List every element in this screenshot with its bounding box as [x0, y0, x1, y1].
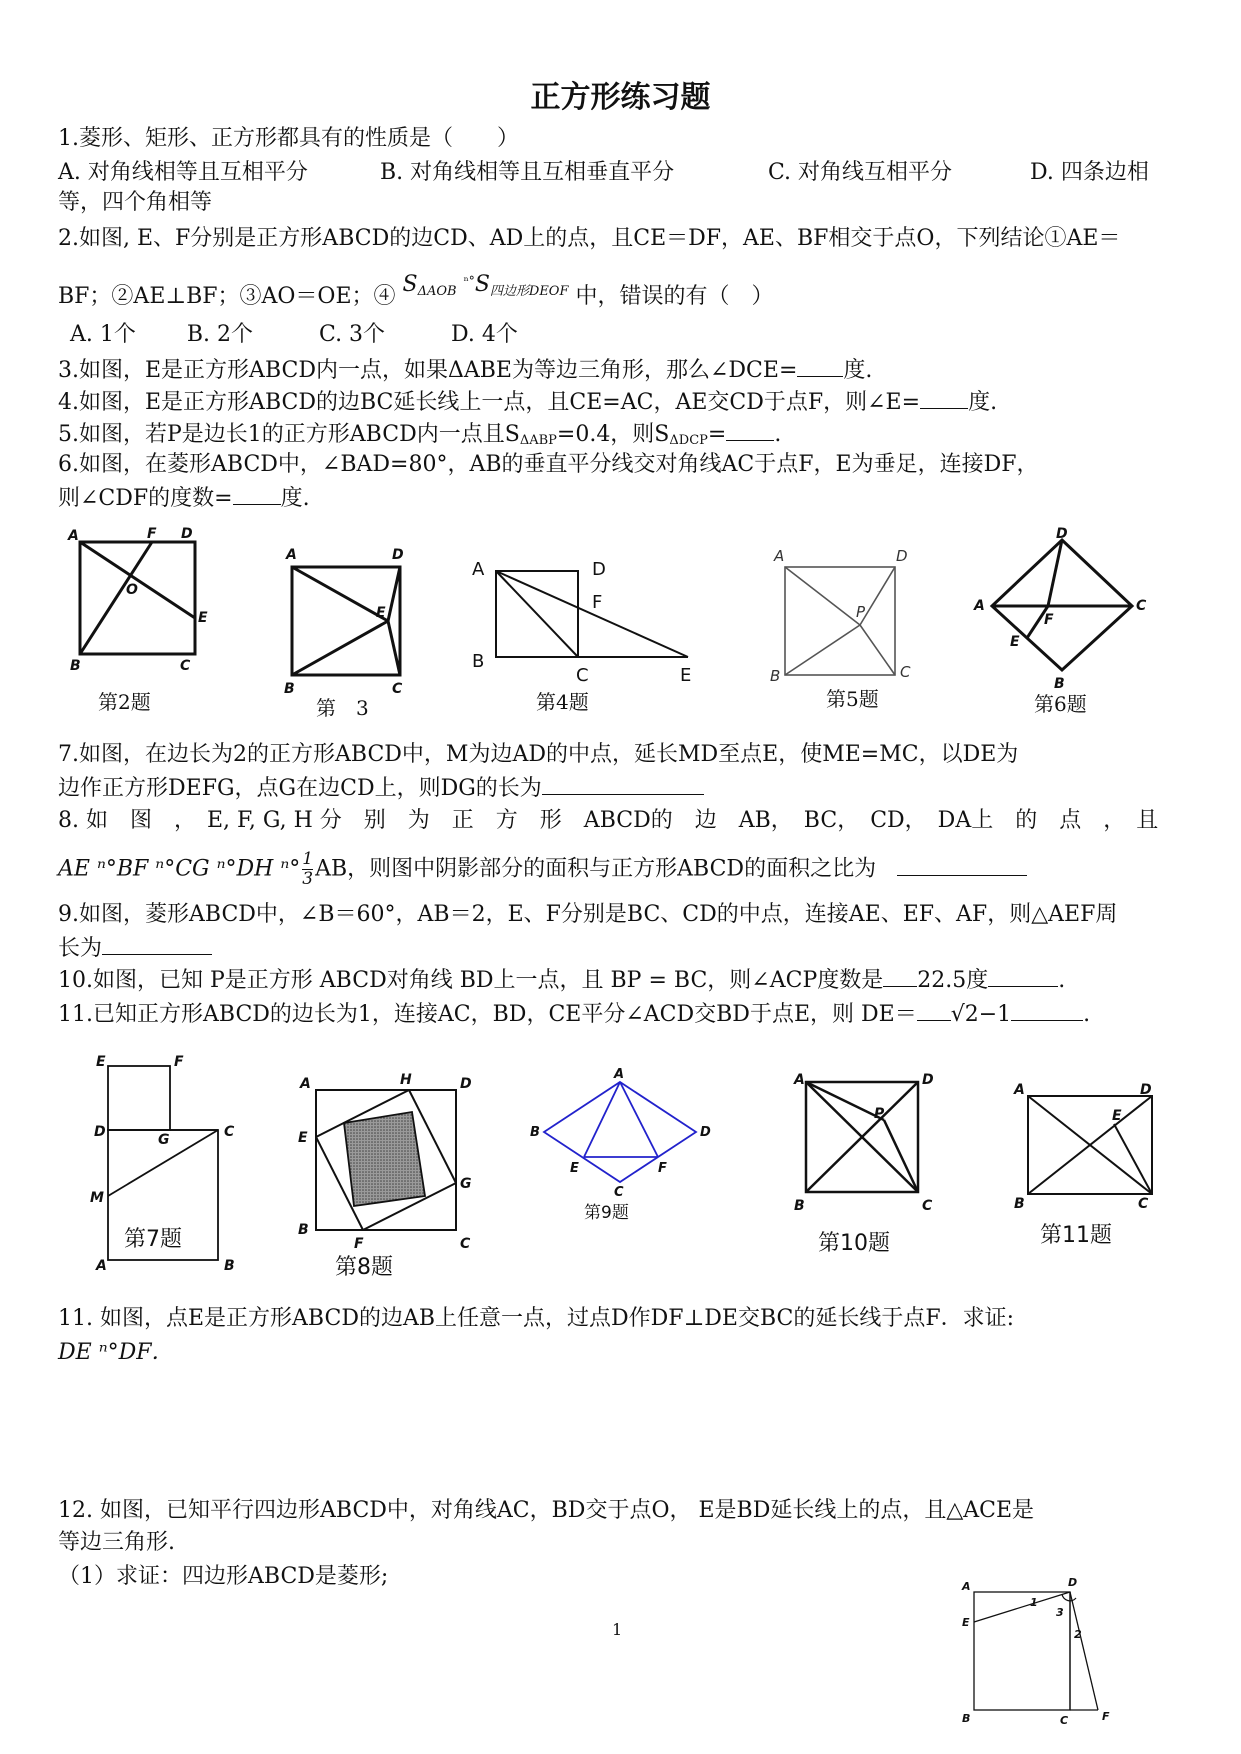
svg-text:D: D — [460, 1076, 472, 1092]
q5-subscript-dcp: ΔDCP — [669, 433, 708, 448]
q2-line2 — [58, 272, 774, 317]
figure-q3 — [280, 545, 420, 695]
svg-text:B: B — [794, 1198, 805, 1214]
q10-text: 10.如图，已知 P是正方形 ABCD对角线 BD上一点，且 BP = BC，则∠ACP度数是 — [58, 968, 884, 993]
q2-options: A. 1个 B. 2个 C. 3个 D. 4个 — [70, 322, 518, 347]
answer-blank[interactable] — [897, 855, 1027, 876]
q7-text: 边作正方形DEFG，点G在边CD上，则DG的长为 — [58, 776, 542, 801]
q8-text: AB，则图中阴影部分的面积与正方形ABCD的面积之比为 — [315, 856, 877, 882]
svg-text:F: F — [658, 1161, 667, 1176]
q5-text-2: =0.4，则S — [556, 422, 670, 447]
svg-text:D: D — [922, 1072, 934, 1088]
svg-text:E: E — [198, 610, 208, 626]
q8-equal-chain: AE ⁿ°BF ⁿ°CG ⁿ°DH ⁿ° — [58, 856, 301, 882]
svg-text:F: F — [1102, 1710, 1110, 1723]
svg-text:O: O — [126, 582, 138, 598]
caption-q5: 第5题 — [826, 687, 879, 711]
figure-q10 — [790, 1072, 950, 1212]
q5-text: 5.如图，若P是边长1的正方形ABCD内一点且S — [58, 422, 520, 447]
q12-line2: 等边三角形. — [58, 1530, 175, 1555]
svg-text:D: D — [392, 547, 404, 563]
figure-q11-proof — [958, 1578, 1118, 1728]
q6-unit: 度. — [280, 486, 310, 511]
svg-text:A: A — [300, 1076, 311, 1092]
svg-text:A: A — [974, 598, 985, 614]
svg-text:B: B — [1014, 1196, 1025, 1212]
q10 — [58, 966, 1065, 994]
answer-blank[interactable] — [920, 388, 968, 409]
svg-text:A: A — [286, 547, 297, 563]
answer-blank[interactable] — [883, 966, 917, 987]
svg-text:F: F — [174, 1054, 184, 1070]
svg-text:D: D — [94, 1124, 106, 1140]
svg-text:E: E — [962, 1616, 970, 1629]
figure-q9 — [528, 1067, 718, 1200]
answer-blank[interactable] — [542, 774, 704, 795]
q1-option-b: B. 对角线相等且互相垂直平分 — [380, 160, 675, 185]
svg-text:1: 1 — [1030, 1596, 1038, 1609]
svg-text:E: E — [376, 605, 386, 621]
q11-proof-line2: DE ⁿ°DF． — [58, 1340, 174, 1365]
svg-text:C: C — [922, 1198, 933, 1214]
q5-period: . — [774, 422, 782, 447]
svg-text:A: A — [614, 1067, 625, 1082]
q3-unit: 度. — [843, 358, 873, 383]
caption-q6: 第6题 — [1034, 692, 1087, 716]
svg-text:A: A — [774, 547, 785, 565]
svg-text:A: A — [96, 1258, 107, 1274]
svg-text:G: G — [460, 1176, 472, 1192]
svg-text:E: E — [570, 1161, 579, 1176]
svg-text:F: F — [592, 592, 603, 613]
q1-stem: 1.菱形、矩形、正方形都具有的性质是（ ） — [58, 126, 519, 151]
svg-text:C: C — [460, 1236, 471, 1252]
q5-equals: = — [707, 422, 727, 447]
caption-q10: 第10题 — [818, 1231, 890, 1256]
svg-text:F: F — [354, 1236, 364, 1252]
svg-text:D: D — [1056, 526, 1068, 542]
svg-text:C: C — [1060, 1714, 1069, 1727]
q9-line2 — [58, 934, 212, 962]
svg-text:B: B — [1054, 676, 1065, 692]
caption-q3: 第 3 — [316, 696, 369, 720]
q9-text: 长为 — [58, 936, 103, 961]
q3-text: 3.如图，E是正方形ABCD内一点，如果ΔABE为等边三角形，那么∠DCE= — [58, 358, 798, 383]
q3 — [58, 356, 872, 384]
svg-text:2: 2 — [1074, 1628, 1082, 1641]
q5 — [58, 420, 781, 454]
q1-option-d-continued: 等，四个角相等 — [58, 190, 213, 215]
fraction-one-third — [302, 850, 313, 889]
q4-text: 4.如图，E是正方形ABCD的边BC延长线上一点，且CE=AC，AE交CD于点F，则∠E= — [58, 390, 921, 415]
svg-text:C: C — [900, 663, 911, 681]
figure-q2 — [68, 526, 210, 674]
q2-area-expression — [403, 272, 576, 297]
q9-line1: 9.如图，菱形ABCD中，∠B＝60°，AB＝2，E、F分别是BC、CD的中点，连接AE、EF、AF，则△AEF周 — [58, 902, 1118, 927]
svg-text:D: D — [1068, 1576, 1078, 1589]
figure-q11 — [1014, 1080, 1154, 1210]
q11-answer: √2−1 — [950, 1002, 1012, 1027]
q11-period: . — [1083, 1002, 1091, 1027]
svg-text:E: E — [1010, 634, 1020, 650]
svg-text:G: G — [158, 1132, 170, 1148]
q2-line1: 2.如图, E、F分别是正方形ABCD的边CD、AD上的点，且CE＝DF，AE、BF相交于点O，下列结论①AE＝ — [58, 226, 1121, 251]
q8-line2 — [58, 850, 1027, 889]
q6-text: 则∠CDF的度数= — [58, 486, 233, 511]
svg-text:C: C — [392, 681, 403, 697]
answer-blank[interactable] — [917, 1000, 951, 1021]
svg-text:E: E — [1112, 1108, 1122, 1124]
figure-q4 — [470, 555, 700, 695]
caption-q2: 第2题 — [98, 690, 151, 714]
q11-text: 11.已知正方形ABCD的边长为1，连接AC，BD，CE平分∠ACD交BD于点E，则 DE＝ — [58, 1002, 917, 1027]
caption-q9: 第9题 — [584, 1203, 629, 1223]
q1-option-c: C. 对角线互相平分 — [768, 160, 953, 185]
svg-text:B: B — [962, 1712, 971, 1725]
svg-text:C: C — [1138, 1196, 1149, 1212]
q6-line2 — [58, 484, 310, 512]
q1-option-a: A. 对角线相等且互相平分 — [58, 160, 308, 185]
svg-text:A: A — [794, 1072, 805, 1088]
svg-text:A: A — [472, 559, 485, 580]
q4 — [58, 388, 997, 416]
page-title: 正方形练习题 — [530, 80, 711, 115]
figure-q8 — [290, 1066, 480, 1252]
answer-blank[interactable] — [988, 966, 1058, 987]
fraction-numerator: 1 — [302, 849, 314, 869]
svg-text:F: F — [1044, 612, 1054, 628]
figure-q6 — [970, 526, 1150, 692]
s-symbol: S — [474, 272, 490, 297]
q7-line1: 7.如图，在边长为2的正方形ABCD中，M为边AD的中点，延长MD至点E，使ME=MC，以DE为 — [58, 742, 1019, 767]
svg-text:B: B — [298, 1222, 309, 1238]
svg-text:P: P — [874, 1106, 885, 1122]
q2-line2-end: 中，错误的有（ ） — [575, 284, 774, 309]
page-number: 1 — [612, 1620, 623, 1639]
answer-blank[interactable] — [797, 356, 843, 377]
q7-line2 — [58, 774, 704, 802]
svg-text:F: F — [147, 526, 157, 542]
svg-text:D: D — [700, 1125, 711, 1140]
svg-text:D: D — [592, 559, 606, 580]
svg-text:C: C — [1136, 598, 1147, 614]
q10-answer: 22.5度 — [917, 968, 989, 993]
svg-text:B: B — [530, 1125, 540, 1140]
svg-text:E: E — [96, 1054, 106, 1070]
svg-text:D: D — [896, 547, 908, 565]
svg-text:C: C — [224, 1124, 235, 1140]
s-subscript: ΔAOB — [417, 284, 457, 299]
svg-text:B: B — [224, 1258, 235, 1274]
q11-proof-line1: 11. 如图，点E是正方形ABCD的边AB上任意一点，过点D作DF⊥DE交BC的延长线于点F．求证: — [58, 1306, 1015, 1331]
fraction-denominator: 3 — [302, 869, 314, 889]
caption-q7: 第7题 — [124, 1227, 182, 1252]
answer-blank[interactable] — [1011, 1000, 1083, 1021]
svg-text:A: A — [962, 1580, 971, 1593]
svg-text:E: E — [298, 1130, 308, 1146]
svg-text:C: C — [614, 1185, 624, 1200]
q5-subscript-abp: ΔABP — [519, 433, 557, 448]
svg-text:D: D — [1140, 1082, 1152, 1098]
s-subscript: 四边形DEOF — [489, 284, 569, 299]
s-symbol: S — [402, 272, 418, 297]
svg-text:B: B — [770, 667, 781, 685]
q8-line1: 8. 如 图 ， E, F, G, H 分 别 为 正 方 形 ABCD的 边 AB， BC， CD， DA上 的 点 ， 且 — [58, 808, 1159, 833]
answer-blank[interactable] — [233, 484, 281, 505]
caption-q8: 第8题 — [335, 1255, 393, 1280]
q10-period: . — [1058, 968, 1066, 993]
svg-text:B: B — [472, 651, 485, 672]
q12-line1: 12. 如图，已知平行四边形ABCD中，对角线AC，BD交于点O， E是BD延长线上的点，且△ACE是 — [58, 1498, 1035, 1523]
svg-text:A: A — [1014, 1082, 1025, 1098]
figure-q5 — [760, 545, 920, 685]
caption-q11: 第11题 — [1040, 1223, 1112, 1248]
q4-unit: 度. — [968, 390, 998, 415]
q1-option-d: D. 四条边相 — [1030, 160, 1149, 185]
q12-part1: （1）求证：四边形ABCD是菱形; — [58, 1564, 389, 1589]
q6-line1: 6.如图，在菱形ABCD中，∠BAD=80°，AB的垂直平分线交对角线AC于点F，E为垂足，连接DF， — [58, 452, 1039, 477]
relation-glyph: ⁿ° — [463, 274, 475, 288]
svg-text:P: P — [856, 603, 866, 621]
svg-text:B: B — [70, 658, 81, 674]
caption-q4: 第4题 — [536, 690, 589, 714]
svg-text:M: M — [90, 1190, 104, 1206]
svg-text:C: C — [576, 665, 589, 686]
answer-blank[interactable] — [726, 420, 774, 441]
svg-text:D: D — [181, 526, 193, 542]
answer-blank[interactable] — [102, 934, 212, 955]
svg-text:H: H — [400, 1072, 412, 1088]
q2-line2-text: BF；②AE⊥BF；③AO＝OE；④ — [58, 284, 396, 309]
svg-text:E: E — [680, 665, 692, 686]
svg-text:A: A — [68, 528, 79, 544]
q11-fill — [58, 1000, 1090, 1028]
svg-text:C: C — [180, 658, 191, 674]
svg-text:3: 3 — [1056, 1606, 1064, 1619]
svg-text:B: B — [284, 681, 295, 697]
